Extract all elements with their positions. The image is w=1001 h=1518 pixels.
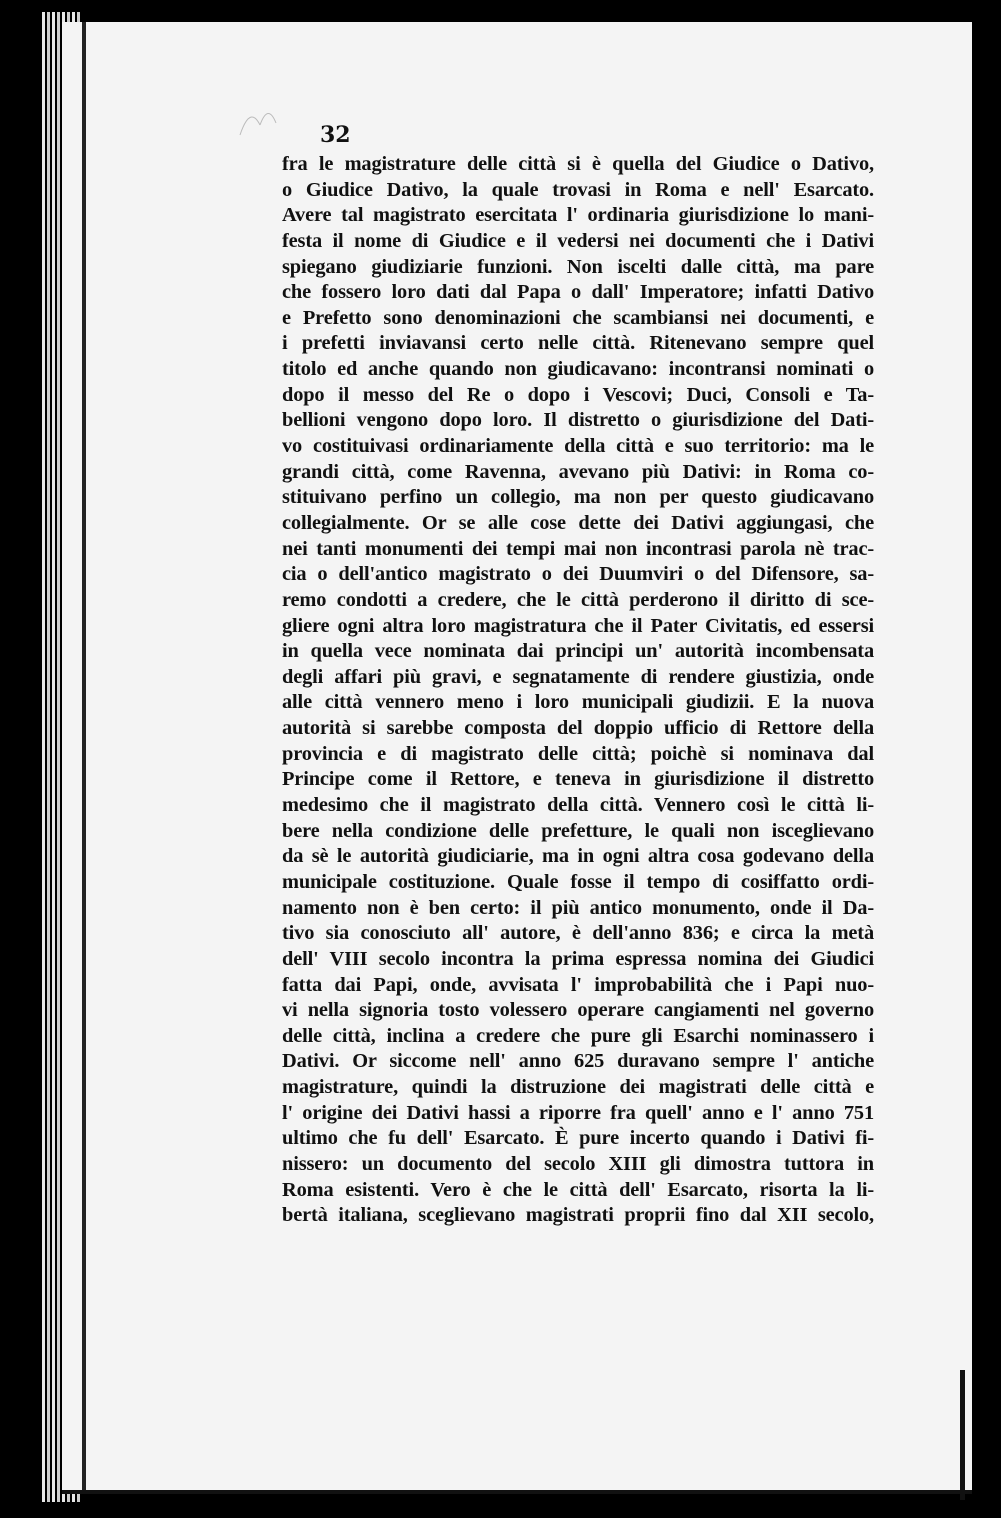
- text-line: gliere ogni altra loro magistratura che il Pater Civitatis, ed essersi: [282, 614, 874, 637]
- text-line: l' origine dei Dativi hassi a riporre fra quell' anno e l' anno 751: [282, 1101, 874, 1124]
- text-line: bere nella condizione delle prefetture, le quali non isceglievano: [282, 819, 874, 842]
- text-line: medesimo che il magistrato della città. Vennero così le città li-: [282, 794, 874, 817]
- text-line: dell' VIII secolo incontra la prima espressa nomina dei Giudici: [282, 947, 874, 970]
- text-line: alle città vennero meno i loro municipali giudizii. E la nuova: [282, 691, 874, 714]
- text-line: o Giudice Dativo, la quale trovasi in Roma e nell' Esarcato.: [282, 178, 874, 201]
- text-line: Avere tal magistrato esercitata l' ordinaria giurisdizione lo mani-: [282, 204, 874, 227]
- page-gutter-shadow: [82, 22, 86, 1494]
- page-bottom-edge: [62, 1490, 972, 1494]
- text-line: in quella vece nominata dai principi un' autorità incombensata: [282, 640, 874, 663]
- text-line: che fossero loro dati dal Papa o dall' Imperatore; infatti Dativo: [282, 281, 874, 304]
- text-line: spiegano giudiziarie funzioni. Non iscelti dalle città, ma pare: [282, 255, 874, 278]
- text-line: provincia e di magistrato delle città; poichè si nominava dal: [282, 742, 874, 765]
- text-line: bertà italiana, sceglievano magistrati proprii fino dal XII secolo,: [282, 1204, 874, 1227]
- text-line: Principe come il Rettore, e teneva in giurisdizione il distretto: [282, 768, 874, 791]
- text-line: Roma esistenti. Vero è che le città dell' Esarcato, risorta la li-: [282, 1178, 874, 1201]
- text-line: Dativi. Or siccome nell' anno 625 duravano sempre l' antiche: [282, 1050, 874, 1073]
- body-text: [282, 152, 874, 1229]
- text-line: e Prefetto sono denominazioni che scambiansi nei documenti, e: [282, 306, 874, 329]
- text-line: magistrature, quindi la distruzione dei magistrati delle città e: [282, 1076, 874, 1099]
- text-line: fra le magistrature delle città si è quella del Giudice o Dativo,: [282, 153, 874, 175]
- text-line: delle città, inclina a credere che pure gli Esarchi nominassero i: [282, 1024, 874, 1047]
- text-line: remo condotti a credere, che le città perderono il diritto di sce-: [282, 588, 874, 611]
- page-edge-mark: [960, 1370, 965, 1500]
- text-line: vo costituivasi ordinariamente della città e suo territorio: ma le: [282, 435, 874, 458]
- text-line: grandi città, come Ravenna, avevano più Dativi: in Roma co-: [282, 460, 874, 483]
- text-line: festa il nome di Giudice e il vedersi nei documenti che i Dativi: [282, 229, 874, 252]
- text-line: stituivano perfino un collegio, ma non per questo giudicavano: [282, 486, 874, 509]
- text-line: titolo ed anche quando non giudicavano: incontransi nominati o: [282, 358, 874, 381]
- text-line: i prefetti inviavansi certo nelle città. Ritenevano sempre quel: [282, 332, 874, 355]
- text-line: tivo sia conosciuto all' autore, è dell'anno 836; e circa la metà: [282, 922, 874, 945]
- text-line: nissero: un documento del secolo XIII gli dimostra tuttora in: [282, 1152, 874, 1175]
- text-line: vi nella signoria tosto volessero operare cangiamenti nel governo: [282, 999, 874, 1022]
- text-line: autorità si sarebbe composta del doppio ufficio di Rettore della: [282, 717, 874, 740]
- text-line: ultimo che fu dell' Esarcato. È pure incerto quando i Dativi fi-: [282, 1127, 874, 1150]
- text-line: nei tanti monumenti dei tempi mai non incontrasi parola nè trac-: [282, 537, 874, 560]
- text-line: da sè le autorità giudiciarie, ma in ogni altra cosa godevano della: [282, 845, 874, 868]
- pencil-marks: [230, 95, 290, 155]
- text-line: degli affari più gravi, e segnatamente di rendere giustizia, onde: [282, 665, 874, 688]
- text-line: municipale costituzione. Quale fosse il tempo di cosiffatto ordi-: [282, 870, 874, 893]
- text-line: dopo il messo del Re o dopo i Vescovi; Duci, Consoli e Ta-: [282, 383, 874, 406]
- text-line: fatta dai Papi, onde, avvisata l' improbabilità che i Papi nuo-: [282, 973, 874, 996]
- page-number: 32: [320, 122, 351, 148]
- text-line: cia o dell'antico magistrato o dei Duumviri o del Difensore, sa-: [282, 563, 874, 586]
- text-line: bellioni vengono dopo loro. Il distretto o giurisdizione del Dati-: [282, 409, 874, 432]
- text-line: namento non è ben certo: il più antico monumento, onde il Da-: [282, 896, 874, 919]
- text-line: collegialmente. Or se alle cose dette dei Dativi aggiungasi, che: [282, 511, 874, 534]
